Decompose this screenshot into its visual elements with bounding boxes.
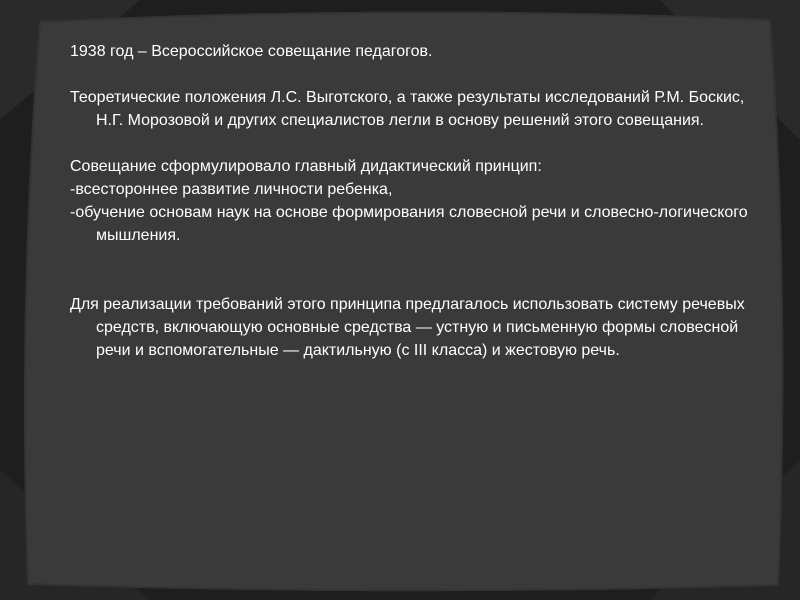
- slide-paragraph-5: -обучение основам наук на основе формирования словесной речи и словесно-логического мышления.: [70, 204, 748, 244]
- spacer: [70, 63, 770, 86]
- slide-paragraph-1: 1938 год – Всероссийское совещание педагогов.: [70, 43, 433, 60]
- spacer: [70, 132, 770, 155]
- spacer: [70, 247, 770, 293]
- slide-paragraph-4: -всестороннее развитие личности ребенка,: [70, 181, 393, 198]
- slide-paragraph-3: Совещание сформулировало главный дидактический принцип:: [70, 158, 542, 175]
- slide-paragraph-6: Для реализации требований этого принципа предлагалось использовать систему речевых средств, включающую основные средства — устную и письменную формы словесной речи и вспомогательные — дактильную (с III класса) и жестовую речь.: [70, 296, 745, 359]
- slide-paragraph-2: Теоретические положения Л.С. Выготского, а также результаты исследований Р.М. Боскис, Н.Г. Морозовой и других специалистов легли в основу решений этого совещания.: [70, 89, 745, 129]
- slide-content: [70, 40, 770, 362]
